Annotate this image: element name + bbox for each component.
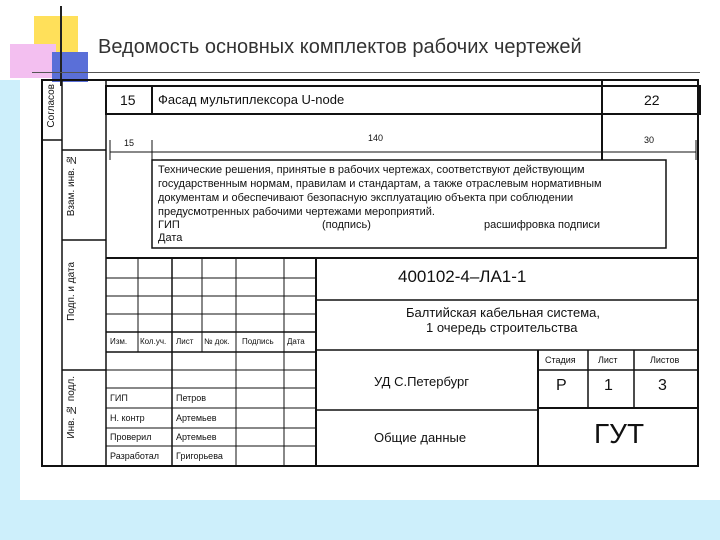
- header-signature: Подпись: [242, 337, 274, 346]
- date-label: Дата: [158, 232, 183, 244]
- stage-value: Р: [556, 377, 567, 394]
- decoding-label: расшифровка подписи: [484, 219, 601, 231]
- header-doc: № док.: [204, 337, 230, 346]
- signature-label: (подпись): [322, 219, 371, 231]
- count-value: 22: [644, 92, 660, 108]
- header-qty: Кол.уч.: [140, 337, 167, 346]
- document-code: 400102-4–ЛА1-1: [398, 267, 527, 286]
- approval-label: Согласов: [46, 84, 57, 128]
- statement-line-4: предусмотренных рабочими чертежами мероприятий.: [158, 206, 435, 218]
- header-date: Дата: [287, 337, 305, 346]
- sheet-number: 15: [120, 92, 136, 108]
- gip-label: ГИП: [158, 219, 180, 231]
- sheets-value: 3: [658, 377, 667, 394]
- role-norm-control: Н. контр: [110, 413, 145, 423]
- slide-title: Ведомость основных комплектов рабочих чертежей: [98, 36, 582, 58]
- sheet-title: Общие данные: [374, 430, 467, 445]
- statement-line-1: Технические решения, принятые в рабочих чертежах, соответствуют действующим: [158, 164, 585, 176]
- sheets-header: Листов: [650, 355, 680, 365]
- name-developed: Григорьева: [176, 451, 223, 461]
- project-title-line-2: 1 очередь строительства: [426, 320, 578, 335]
- role-developed: Разработал: [110, 451, 159, 461]
- header-sheet: Лист: [176, 337, 194, 346]
- organization: УД С.Петербург: [374, 374, 469, 389]
- dimension-middle: 140: [368, 133, 384, 143]
- company-name: ГУТ: [594, 418, 645, 449]
- name-checked: Артемьев: [176, 432, 217, 442]
- name-norm-control: Артемьев: [176, 413, 217, 423]
- header-change: Изм.: [110, 337, 128, 346]
- project-title-line-1: Балтийская кабельная система,: [406, 305, 600, 320]
- sheet-header: Лист: [598, 355, 618, 365]
- sheet-value: 1: [604, 377, 613, 394]
- sheet-description: Фасад мультиплексора U-node: [158, 92, 345, 107]
- original-inv-label: Инв. № подл.: [66, 376, 77, 439]
- statement-line-3: документам и обеспечивают безопасную эксплуатацию объекта при соблюдении: [158, 192, 574, 204]
- stage-header: Стадия: [545, 355, 576, 365]
- dimension-right: 30: [644, 135, 655, 145]
- role-gip: ГИП: [110, 393, 128, 403]
- name-gip: Петров: [176, 393, 207, 403]
- role-checked: Проверил: [110, 432, 152, 442]
- dimension-left: 15: [124, 138, 135, 148]
- signature-date-label: Подп. и дата: [66, 262, 77, 321]
- statement-line-2: государственным нормам, правилам и стандартам, а также отраслевым нормативным: [158, 178, 602, 190]
- replacement-inv-label: Взам. инв. №: [66, 154, 77, 217]
